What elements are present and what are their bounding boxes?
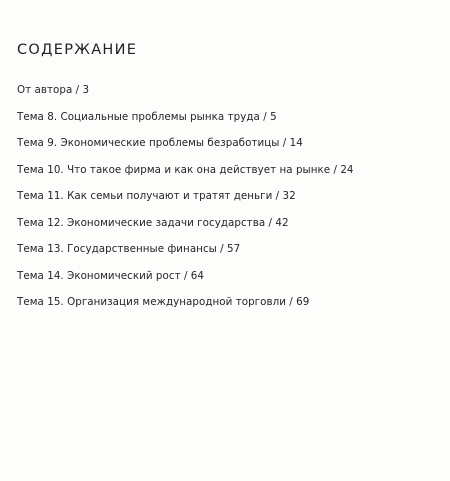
toc-entry-topic-15: Тема 15. Организация международной торговли / 69 — [17, 296, 310, 308]
table-of-contents — [17, 83, 354, 322]
toc-entry-topic-11: Тема 11. Как семьи получают и тратят деньги / 32 — [17, 190, 296, 202]
toc-entry-topic-8: Тема 8. Социальные проблемы рынка труда / 5 — [17, 110, 277, 123]
toc-entry-topic-9: Тема 9. Экономические проблемы безработицы / 14 — [17, 137, 303, 149]
contents-title: СОДЕРЖАНИЕ — [17, 42, 138, 58]
toc-entry-topic-13: Тема 13. Государственные финансы / 57 — [17, 243, 241, 255]
toc-entry-topic-12: Тема 12. Экономические задачи государства / 42 — [17, 216, 289, 229]
toc-entry-topic-14: Тема 14. Экономический рост / 64 — [17, 269, 204, 282]
toc-entry-author: От автора / 3 — [17, 84, 90, 96]
toc-entry-topic-10: Тема 10. Что такое фирма и как она действует на рынке / 24 — [17, 163, 354, 176]
